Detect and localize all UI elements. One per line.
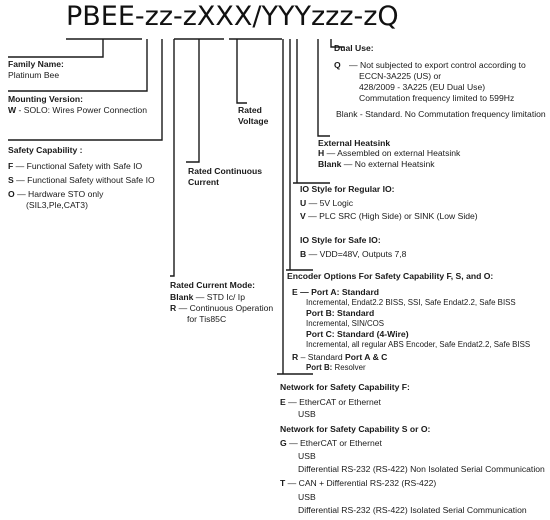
safety-option-s xyxy=(8,175,155,186)
safety-text: — Hardware STO only xyxy=(14,189,104,199)
safety-code: S xyxy=(8,175,14,185)
io-text: — PLC SRC (High Side) or SINK (Low Side) xyxy=(305,211,478,221)
rated-voltage-line2: Voltage xyxy=(238,116,269,126)
encoder-option-e xyxy=(292,287,379,298)
encoder-code: R xyxy=(292,352,299,362)
family-leader xyxy=(8,39,103,57)
heatsink-code: H xyxy=(318,148,325,158)
encoder-r-port-b-label: Port B: xyxy=(306,363,333,372)
rated-voltage-line1: Rated xyxy=(238,105,262,115)
io-regular-option-v xyxy=(300,211,478,222)
encoder-code: E xyxy=(292,287,298,297)
mode-option-r-detail: for Tis85C xyxy=(187,314,227,324)
safety-leader xyxy=(8,39,162,140)
encoder-r-port-b-desc: Resolver xyxy=(332,363,366,372)
network-so-option-g xyxy=(280,438,382,449)
heatsink-code: Blank xyxy=(318,159,342,169)
mounting-option xyxy=(8,105,147,116)
mode-option-blank xyxy=(170,292,245,303)
io-text: — 5V Logic xyxy=(306,198,354,208)
dual-use-q-line2: ECCN-3A225 (US) or xyxy=(359,71,442,81)
encoder-r-ports: Port A & C xyxy=(345,352,388,362)
encoder-port-b: Port B: Standard xyxy=(306,308,375,318)
dual-use-q-line4: Commutation frequency limited to 599Hz xyxy=(359,93,515,103)
network-so-option-t xyxy=(280,478,436,489)
network-text: — EtherCAT or Ethernet xyxy=(286,438,382,448)
dual-use-q-line3: 428/2009 - 3A225 (EU Dual Use) xyxy=(359,82,486,92)
heatsink-text: — Assembled on external Heatsink xyxy=(324,148,461,158)
io-code: V xyxy=(300,211,306,221)
dual-use-q-code: Q xyxy=(334,60,341,70)
dual-use-heading: Dual Use: xyxy=(334,43,374,53)
network-so-t-usb: USB xyxy=(298,492,316,502)
encoder-port-a-desc: Incremental, Endat2.2 BISS, SSI, Safe Endat2.2, Safe BISS xyxy=(306,298,516,307)
network-so-g-serial: Differential RS-232 (RS-422) Non Isolated Serial Communication xyxy=(298,464,545,474)
network-text: — EtherCAT or Ethernet xyxy=(285,397,381,407)
network-code: G xyxy=(280,438,287,448)
mounting-heading: Mounting Version: xyxy=(8,94,83,104)
mode-code: R xyxy=(170,303,177,313)
io-code: B xyxy=(300,249,307,259)
encoder-heading: Encoder Options For Safety Capability F, S, and O: xyxy=(287,271,494,281)
rated-continuous-line2: Current xyxy=(188,177,220,187)
io-code: U xyxy=(300,198,307,208)
safety-code: F xyxy=(8,161,14,171)
dual-use-q-line1: — Not subjected to export control according to xyxy=(349,60,526,70)
mode-code: Blank xyxy=(170,292,194,302)
network-code: T xyxy=(280,478,286,488)
mode-text: — STD Ic/ Ip xyxy=(193,292,245,302)
network-text: — CAN + Differential RS-232 (RS-422) xyxy=(285,478,437,488)
io-text: — VDD=48V, Outputs 7,8 xyxy=(306,249,407,259)
io-safe-option-b xyxy=(300,249,406,260)
safety-text: — Functional Safety without Safe IO xyxy=(13,175,155,185)
io-safe-heading: IO Style for Safe IO: xyxy=(300,235,381,245)
mounting-text: - SOLO: Wires Power Connection xyxy=(16,105,147,115)
encoder-r-port-b xyxy=(306,363,366,374)
continuous-leader xyxy=(186,39,199,162)
mounting-code: W xyxy=(8,105,17,115)
encoder-port-a: — Port A: Standard xyxy=(297,287,380,297)
network-so-g-usb: USB xyxy=(298,451,316,461)
encoder-port-b-desc: Incremental, SIN/COS xyxy=(306,319,385,328)
safety-option-o xyxy=(8,189,103,200)
encoder-port-c-desc: Incremental, all regular ABS Encoder, Safe Endat2.2, Safe BISS xyxy=(306,340,531,349)
dual-use-blank: Blank - Standard. No Commutation frequency limitation xyxy=(336,109,546,119)
heatsink-text: — No external Heatsink xyxy=(341,159,435,169)
mode-option-r xyxy=(170,303,273,314)
mode-heading: Rated Current Mode: xyxy=(170,280,255,290)
mode-text: — Continuous Operation xyxy=(176,303,274,313)
part-number: PBEE-zz-zXXX/YYYzzz-zQ xyxy=(66,1,399,32)
safety-code: O xyxy=(8,189,15,199)
voltage-leader xyxy=(237,39,247,103)
safety-option-f xyxy=(8,161,142,172)
network-so-t-serial: Differential RS-232 (RS-422) Isolated Serial Communication xyxy=(298,505,527,515)
family-heading: Family Name: xyxy=(8,59,64,69)
safety-option-o-detail: (SIL3,Ple,CAT3) xyxy=(26,200,88,210)
encoder-option-r xyxy=(292,352,387,363)
mode-leader xyxy=(170,39,174,276)
io-regular-option-u xyxy=(300,198,353,209)
safety-text: — Functional Safety with Safe IO xyxy=(13,161,143,171)
network-code: E xyxy=(280,397,286,407)
encoder-port-c: Port C: Standard (4-Wire) xyxy=(306,329,409,339)
encoder-r-text: – Standard xyxy=(298,352,346,362)
heatsink-heading: External Heatsink xyxy=(318,138,391,148)
safety-heading: Safety Capability : xyxy=(8,145,83,155)
heatsink-option-h xyxy=(318,148,460,159)
heatsink-option-blank xyxy=(318,159,435,170)
network-f-heading: Network for Safety Capability F: xyxy=(280,382,410,392)
network-so-heading: Network for Safety Capability S or O: xyxy=(280,424,431,434)
network-f-usb: USB xyxy=(298,409,316,419)
rated-continuous-line1: Rated Continuous xyxy=(188,166,262,176)
network-f-option-e xyxy=(280,397,381,408)
heatsink-leader xyxy=(318,39,330,136)
family-value: Platinum Bee xyxy=(8,70,60,80)
io-regular-heading: IO Style for Regular IO: xyxy=(300,184,395,194)
